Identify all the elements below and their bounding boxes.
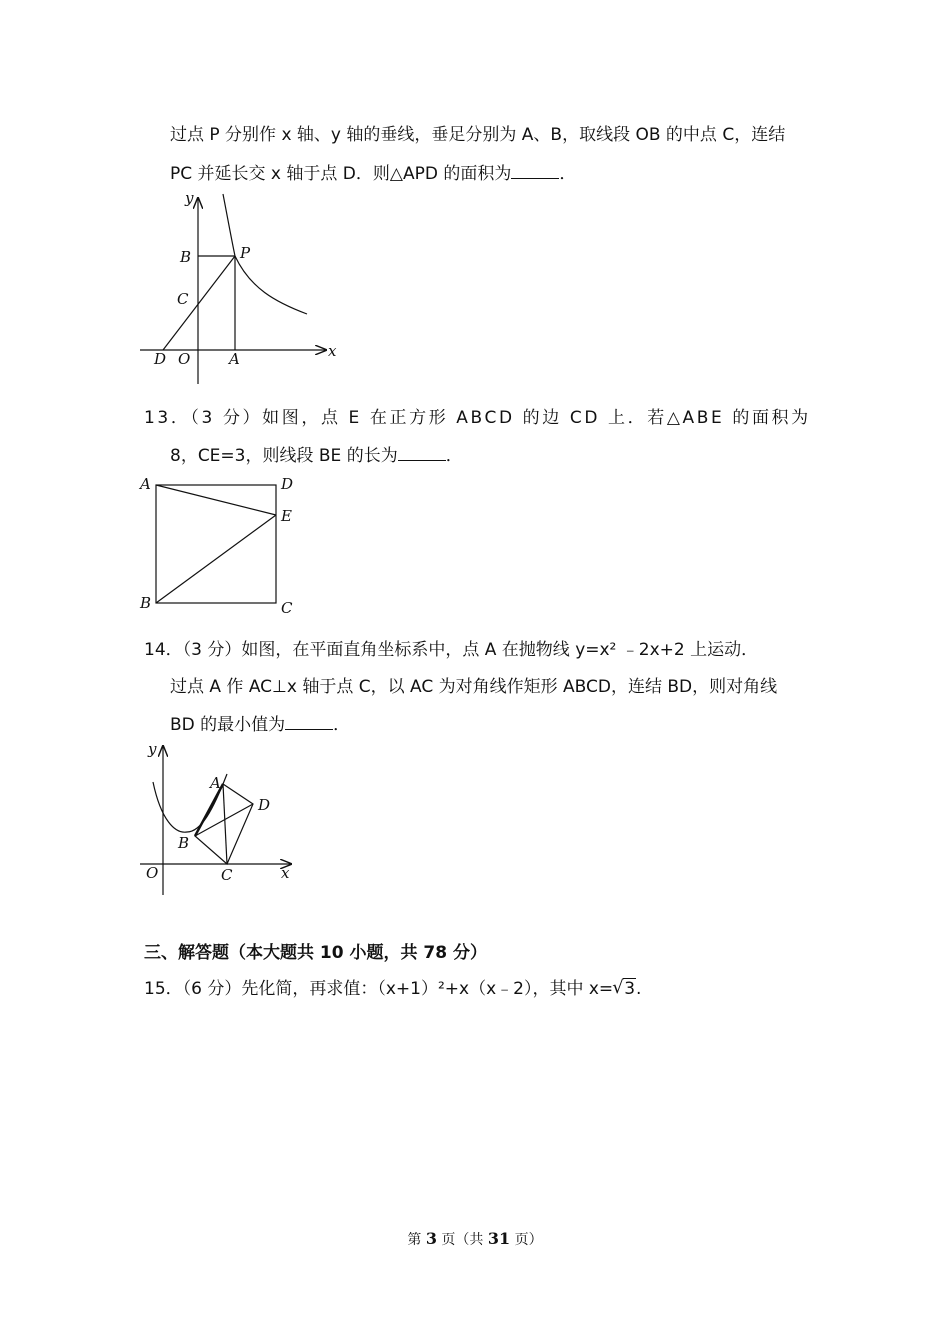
q14-line3-end: ． xyxy=(333,715,351,735)
label-b: B xyxy=(180,248,192,266)
q12-line2-text: PC 并延长交 x 轴于点 D．则△APD 的面积为 xyxy=(170,164,512,184)
q14-line3 xyxy=(170,713,350,736)
q13-line2 xyxy=(170,444,463,467)
label-d: D xyxy=(281,475,294,493)
answer-blank xyxy=(285,713,333,730)
q12-figure xyxy=(130,190,345,390)
label-x: x xyxy=(281,864,290,882)
label-c: C xyxy=(221,866,233,884)
q15-line xyxy=(144,978,641,1000)
label-c: C xyxy=(281,599,293,617)
q14-line3-text: BD 的最小值为 xyxy=(170,715,286,735)
footer-prefix: 第 xyxy=(407,1232,426,1248)
label-x: x xyxy=(328,342,337,360)
sqrt-symbol xyxy=(613,978,636,1000)
q13-line2-text: 8，CE=3，则线段 BE 的长为 xyxy=(170,446,398,466)
label-a: A xyxy=(140,475,151,493)
square-abcd xyxy=(156,485,276,603)
q14-line2: 过点 A 作 AC⊥x 轴于点 C，以 AC 为对角线作矩形 ABCD，连结 BD，则对角线 xyxy=(170,677,778,697)
hyperbola-curve xyxy=(223,194,307,314)
label-b: B xyxy=(140,594,152,612)
page-footer xyxy=(0,1229,950,1249)
label-a: A xyxy=(229,350,240,368)
answer-blank xyxy=(398,444,446,461)
label-y: y xyxy=(148,740,157,758)
label-d: D xyxy=(258,796,271,814)
q13-line2-end: ． xyxy=(445,446,463,466)
q14-figure xyxy=(135,738,300,898)
diagonal-ac xyxy=(223,784,227,864)
q13-line1: 13．（3 分）如图，点 E 在正方形 ABCD 的边 CD 上．若△ABE 的面积为 xyxy=(144,408,811,428)
label-e: E xyxy=(281,507,292,525)
footer-mid: 页（共 xyxy=(436,1232,488,1248)
q14-line1: 14．（3 分）如图，在平面直角坐标系中，点 A 在抛物线 y=x² ﹣2x+2 上运动． xyxy=(144,640,759,660)
q12-line2 xyxy=(170,162,576,185)
label-o: O xyxy=(146,864,159,882)
label-o: O xyxy=(178,350,191,368)
footer-suffix: 页） xyxy=(510,1232,543,1248)
footer-total-pages: 31 xyxy=(487,1229,511,1248)
segment-pd xyxy=(163,256,235,350)
radicand: 3 xyxy=(624,979,636,999)
label-p: P xyxy=(240,244,251,262)
segment-be xyxy=(156,515,276,603)
q13-figure xyxy=(135,472,305,617)
footer-page-number: 3 xyxy=(425,1229,437,1248)
q12-line2-end: ． xyxy=(559,164,577,184)
q12-line1: 过点 P 分别作 x 轴、y 轴的垂线，垂足分别为 A、B，取线段 OB 的中点 C，连结 xyxy=(170,125,786,145)
q15-end: . xyxy=(636,979,642,999)
section-title: 三、解答题（本大题共 10 小题，共 78 分） xyxy=(144,943,487,963)
label-d: D xyxy=(154,350,167,368)
label-y: y xyxy=(185,190,194,207)
label-c: C xyxy=(177,290,189,308)
segment-ae xyxy=(156,485,276,515)
label-a: A xyxy=(210,774,221,792)
q15-text: 15．（6 分）先化简，再求值：（x+1）²+x（x﹣2），其中 x= xyxy=(144,979,614,999)
label-b: B xyxy=(178,834,190,852)
answer-blank xyxy=(511,162,559,179)
